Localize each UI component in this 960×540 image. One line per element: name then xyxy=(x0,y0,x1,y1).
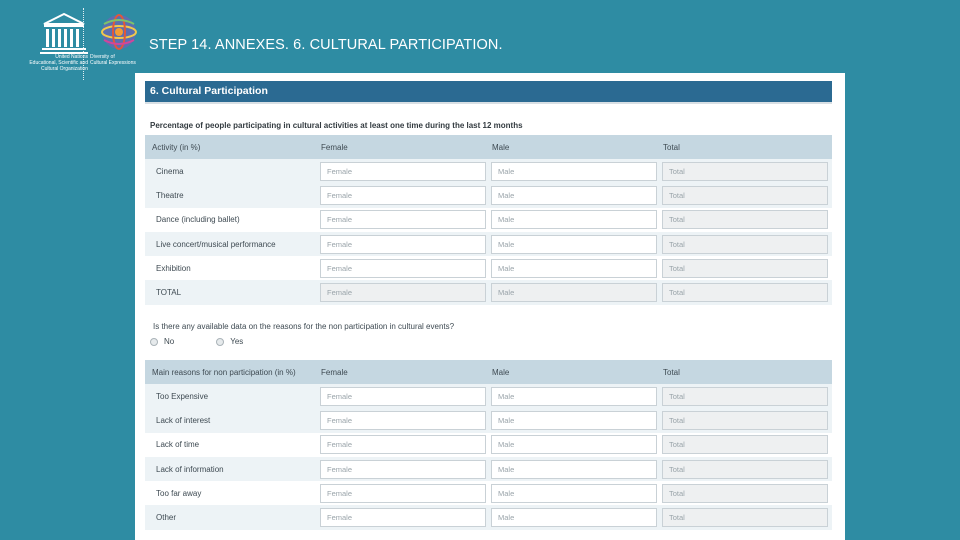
row-label: Lack of interest xyxy=(156,415,211,425)
table-row xyxy=(145,408,832,432)
radio-button[interactable] xyxy=(150,338,158,346)
row-label: Theatre xyxy=(156,190,184,200)
female-input[interactable]: Female xyxy=(320,411,486,430)
male-input[interactable]: Male xyxy=(491,259,657,278)
radio-option-yes[interactable] xyxy=(216,337,243,346)
total-field: Total xyxy=(662,508,828,527)
convention-caption: Diversity of Cultural Expressions xyxy=(90,54,136,66)
male-total-field: Male xyxy=(491,283,657,302)
table-row xyxy=(145,481,832,505)
answer-radio-group xyxy=(150,337,285,346)
female-input[interactable]: Female xyxy=(320,508,486,527)
header-female: Female xyxy=(321,142,348,152)
row-label: Cinema xyxy=(156,166,184,176)
activity-table xyxy=(145,135,832,305)
header-reason: Main reasons for non participation (in %) xyxy=(152,367,296,377)
header-total: Total xyxy=(663,367,680,377)
unesco-caption: United Nations Educational, Scientific and Cultural Organization xyxy=(29,54,88,72)
female-input[interactable]: Female xyxy=(320,235,486,254)
male-input[interactable]: Male xyxy=(491,411,657,430)
male-input[interactable]: Male xyxy=(491,484,657,503)
total-field: Total xyxy=(662,460,828,479)
row-label: Live concert/musical performance xyxy=(156,239,276,249)
table-header xyxy=(145,135,832,159)
male-input[interactable]: Male xyxy=(491,387,657,406)
radio-option-no[interactable] xyxy=(150,337,174,346)
header-male: Male xyxy=(492,367,510,377)
radio-button[interactable] xyxy=(216,338,224,346)
male-input[interactable]: Male xyxy=(491,435,657,454)
table-row-total xyxy=(145,280,832,304)
reasons-table xyxy=(145,360,832,530)
female-input[interactable]: Female xyxy=(320,162,486,181)
total-field: Total xyxy=(662,411,828,430)
female-input[interactable]: Female xyxy=(320,435,486,454)
female-input[interactable]: Female xyxy=(320,210,486,229)
total-field: Total xyxy=(662,235,828,254)
slide-title: STEP 14. ANNEXES. 6. CULTURAL PARTICIPATION. xyxy=(149,37,503,53)
total-field: Total xyxy=(662,186,828,205)
table-row xyxy=(145,159,832,183)
total-field: Total xyxy=(662,484,828,503)
female-input[interactable]: Female xyxy=(320,259,486,278)
section-title: 6. Cultural Participation xyxy=(145,81,832,102)
header-female: Female xyxy=(321,367,348,377)
convention-globe-icon xyxy=(94,12,144,56)
total-field: Total xyxy=(662,435,828,454)
row-label: Exhibition xyxy=(156,263,191,273)
question-text: Is there any available data on the reasons for the non participation in cultural events? xyxy=(153,322,455,331)
table-row xyxy=(145,208,832,232)
female-input[interactable]: Female xyxy=(320,186,486,205)
table-row xyxy=(145,505,832,529)
row-label: Lack of information xyxy=(156,464,224,474)
row-label: Too far away xyxy=(156,488,202,498)
table-row xyxy=(145,433,832,457)
total-field: Total xyxy=(662,283,828,302)
row-label: Too Expensive xyxy=(156,391,209,401)
header-activity: Activity (in %) xyxy=(152,142,201,152)
header-total: Total xyxy=(663,142,680,152)
radio-label: Yes xyxy=(230,337,244,346)
row-label: Other xyxy=(156,513,177,523)
male-input[interactable]: Male xyxy=(491,460,657,479)
table-row xyxy=(145,457,832,481)
row-label: Lack of time xyxy=(156,440,200,450)
female-input[interactable]: Female xyxy=(320,484,486,503)
male-input[interactable]: Male xyxy=(491,508,657,527)
section-divider xyxy=(145,102,832,104)
female-input[interactable]: Female xyxy=(320,460,486,479)
table-header xyxy=(145,360,832,384)
total-field: Total xyxy=(662,259,828,278)
form-panel xyxy=(135,73,845,540)
female-input[interactable]: Female xyxy=(320,387,486,406)
logo-divider xyxy=(83,8,84,80)
total-field: Total xyxy=(662,210,828,229)
header-male: Male xyxy=(492,142,510,152)
table-row xyxy=(145,232,832,256)
unesco-logo-icon xyxy=(40,12,88,56)
female-total-field: Female xyxy=(320,283,486,302)
row-label: TOTAL xyxy=(156,288,182,298)
table-row xyxy=(145,384,832,408)
section-description: Percentage of people participating in cultural activities at least one time during the last 12 months xyxy=(150,121,523,130)
table-row xyxy=(145,183,832,207)
row-label: Dance (including ballet) xyxy=(156,215,240,225)
logo-block xyxy=(12,8,147,80)
male-input[interactable]: Male xyxy=(491,162,657,181)
total-field: Total xyxy=(662,162,828,181)
radio-label: No xyxy=(164,337,175,346)
male-input[interactable]: Male xyxy=(491,210,657,229)
male-input[interactable]: Male xyxy=(491,235,657,254)
total-field: Total xyxy=(662,387,828,406)
male-input[interactable]: Male xyxy=(491,186,657,205)
table-row xyxy=(145,256,832,280)
